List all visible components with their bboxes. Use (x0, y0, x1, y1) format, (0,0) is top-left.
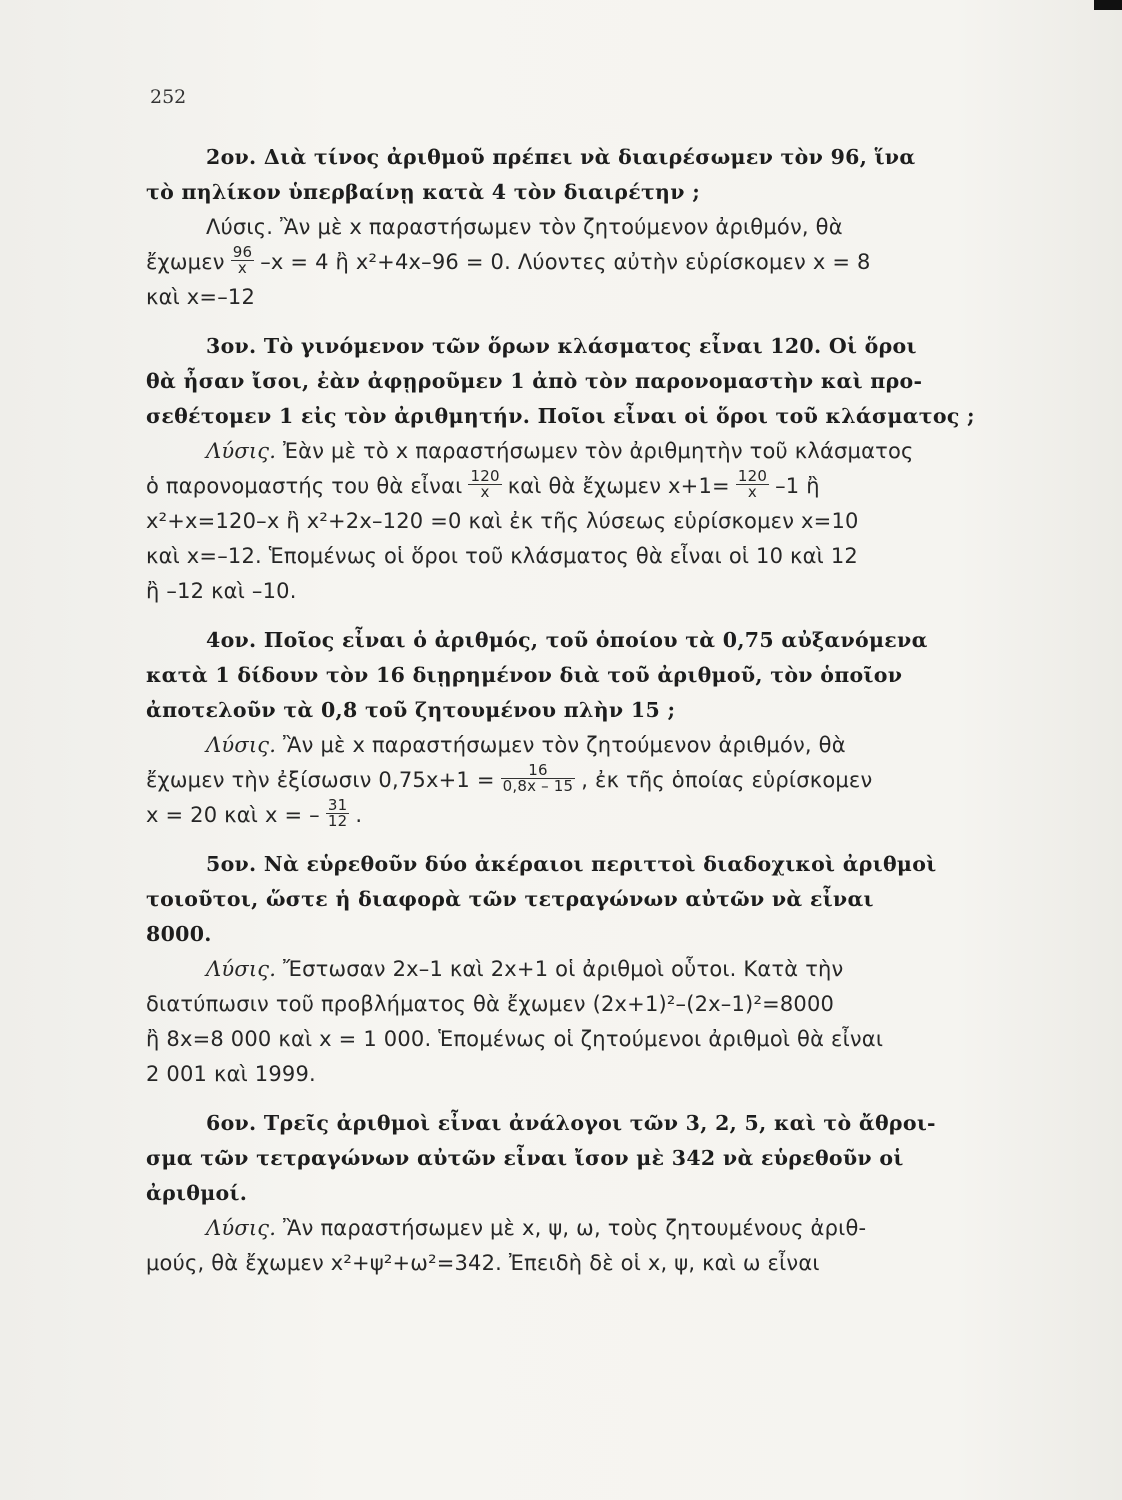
problem-4-solution (146, 728, 1016, 833)
problem-6-statement (146, 1106, 1016, 1211)
solution-2-line-1: Λύσις. Ἂν μὲ x παραστήσωμεν τὸν ζητούμενον ἀριθμόν, θὰ (206, 215, 843, 239)
solution-3-line-1 (146, 434, 1016, 469)
fraction-numerator: 31 (327, 796, 348, 814)
problem-5-line-1: 5ον. Νὰ εὑρεθοῦν δύο ἀκέραιοι περιττοὶ διαδοχικοὶ ἀριθμοὶ (206, 852, 937, 876)
page-corner-shadow (1094, 0, 1122, 10)
fraction-120-over-x-2 (736, 469, 769, 504)
problem-2-statement (146, 140, 1016, 210)
solution-2-text-b: –x = 4 ἢ x²+4x–96 = 0. Λύοντες αὐτὴν εὑρίσκομεν x = 8 (260, 250, 871, 274)
lysis-label: Λύσις. (206, 733, 277, 757)
problem-2-line-1: 2ον. Διὰ τίνος ἀριθμοῦ πρέπει νὰ διαιρέσωμεν τὸν 96, ἵνα (206, 145, 916, 169)
problem-2 (146, 140, 1016, 315)
solution-4-line-2 (146, 763, 1016, 798)
solution-2-line-3: καὶ x=–12 (146, 285, 256, 309)
solution-4-text-b: , ἐκ τῆς ὁποίας εὑρίσκομεν (581, 768, 873, 792)
solution-3-text-1: Ἐὰν μὲ τὸ x παραστήσωμεν τὸν ἀριθμητὴν τοῦ κλάσματος (283, 439, 914, 463)
problem-4-statement (146, 623, 1016, 728)
problem-3 (146, 329, 1016, 609)
solution-3-line-4: καὶ x=–12. Ἑπομένως οἱ ὅροι τοῦ κλάσματος θὰ εἶναι οἱ 10 καὶ 12 (146, 544, 858, 568)
problem-2-solution (146, 210, 1016, 315)
fraction-96-over-x (231, 245, 255, 280)
problem-4-line-3: ἀποτελοῦν τὰ 0,8 τοῦ ζητουμένου πλὴν 15 ; (146, 698, 676, 722)
problem-4-line-1: 4ον. Ποῖος εἶναι ὁ ἀριθμός, τοῦ ὁποίου τὰ 0,75 αὐξανόμενα (206, 628, 928, 652)
fraction-numerator: 120 (470, 467, 500, 485)
fraction-denominator: 0,8x – 15 (502, 777, 574, 795)
solution-5-line-1 (146, 952, 1016, 987)
solution-4-text-a: ἔχωμεν τὴν ἐξίσωσιν 0,75x+1 = (146, 768, 495, 792)
lysis-label: Λύσις. (206, 1216, 277, 1240)
fraction-denominator: x (237, 259, 247, 277)
page-number: 252 (150, 86, 187, 108)
fraction-numerator: 16 (501, 763, 576, 779)
solution-5-line-3: ἢ 8x=8 000 καὶ x = 1 000. Ἑπομένως οἱ ζητούμενοι ἀριθμοὶ θὰ εἶναι (146, 1027, 884, 1051)
solution-6-text-1: Ἂν παραστήσωμεν μὲ x, ψ, ω, τοὺς ζητουμένους ἀριθ- (283, 1216, 867, 1240)
solution-5-text-1: Ἔστωσαν 2x–1 καὶ 2x+1 οἱ ἀριθμοὶ οὗτοι. Κατὰ τὴν (283, 957, 844, 981)
solution-4-text-c: x = 20 καὶ x = – (146, 803, 320, 827)
problem-5-line-3: 8000. (146, 922, 212, 946)
problem-3-solution (146, 434, 1016, 609)
solution-4-text-d: . (355, 803, 363, 827)
solution-3-line-5: ἢ –12 καὶ –10. (146, 579, 297, 603)
fraction-31-over-12 (326, 798, 350, 833)
problem-3-line-2: θὰ ἦσαν ἴσοι, ἐὰν ἀφῃροῦμεν 1 ἀπὸ τὸν παρονομαστὴν καὶ προ- (146, 369, 923, 393)
page-content (146, 140, 1016, 1295)
problem-5-statement (146, 847, 1016, 952)
problem-6-line-3: ἀριθμοί. (146, 1181, 248, 1205)
problem-2-line-2: τὸ πηλίκον ὑπερβαίνῃ κατὰ 4 τὸν διαιρέτην ; (146, 180, 701, 204)
problem-6-solution (146, 1211, 1016, 1281)
solution-3-line-2 (146, 469, 1016, 504)
lysis-label: Λύσις. (206, 957, 277, 981)
solution-6-line-2: μούς, θὰ ἔχωμεν x²+ψ²+ω²=342. Ἐπειδὴ δὲ οἱ x, ψ, καὶ ω εἶναι (146, 1251, 820, 1275)
solution-6-line-1 (146, 1211, 1016, 1246)
problem-6 (146, 1106, 1016, 1281)
fraction-120-over-x (468, 469, 501, 504)
problem-3-line-3: σεθέτομεν 1 εἰς τὸν ἀριθμητήν. Ποῖοι εἶναι οἱ ὅροι τοῦ κλάσματος ; (146, 404, 975, 428)
fraction-denominator: x (747, 483, 757, 501)
problem-3-line-1: 3ον. Τὸ γινόμενον τῶν ὅρων κλάσματος εἶναι 120. Οἱ ὅροι (206, 334, 917, 358)
solution-3-text-a: ὁ παρονομαστής του θὰ εἶναι (146, 474, 463, 498)
problem-4-line-2: κατὰ 1 δίδουν τὸν 16 διῃρημένον διὰ τοῦ ἀριθμοῦ, τὸν ὁποῖον (146, 663, 903, 687)
solution-4-line-3 (146, 798, 1016, 833)
fraction-16-over-expr (501, 763, 576, 798)
solution-2-text-a: ἔχωμεν (146, 250, 225, 274)
problem-5-line-2: τοιοῦτοι, ὥστε ἡ διαφορὰ τῶν τετραγώνων αὐτῶν νὰ εἶναι (146, 887, 874, 911)
solution-5-line-4: 2 001 καὶ 1999. (146, 1062, 316, 1086)
problem-6-line-2: σμα τῶν τετραγώνων αὐτῶν εἶναι ἴσον μὲ 342 νὰ εὑρεθοῦν οἱ (146, 1146, 904, 1170)
lysis-label: Λύσις. (206, 439, 277, 463)
problem-3-statement (146, 329, 1016, 434)
problem-6-line-1: 6ον. Τρεῖς ἀριθμοὶ εἶναι ἀνάλογοι τῶν 3, 2, 5, καὶ τὸ ἄθροι- (206, 1111, 936, 1135)
solution-2-line-2 (146, 245, 1016, 280)
solution-5-line-2: διατύπωσιν τοῦ προβλήματος θὰ ἔχωμεν (2x+1)²–(2x–1)²=8000 (146, 992, 835, 1016)
fraction-numerator: 120 (737, 467, 768, 485)
problem-5 (146, 847, 1016, 1092)
solution-4-text-1: Ἂν μὲ x παραστήσωμεν τὸν ζητούμενον ἀριθμόν, θὰ (283, 733, 846, 757)
fraction-denominator: x (480, 483, 490, 501)
solution-4-line-1 (146, 728, 1016, 763)
solution-3-text-c: –1 ἢ (775, 474, 820, 498)
solution-3-text-b: καὶ θὰ ἔχωμεν x+1= (507, 474, 730, 498)
fraction-denominator: 12 (327, 812, 348, 830)
problem-4 (146, 623, 1016, 833)
solution-3-line-3: x²+x=120–x ἢ x²+2x–120 =0 καὶ ἐκ τῆς λύσεως εὑρίσκομεν x=10 (146, 509, 859, 533)
fraction-numerator: 96 (232, 243, 253, 261)
problem-5-solution (146, 952, 1016, 1092)
